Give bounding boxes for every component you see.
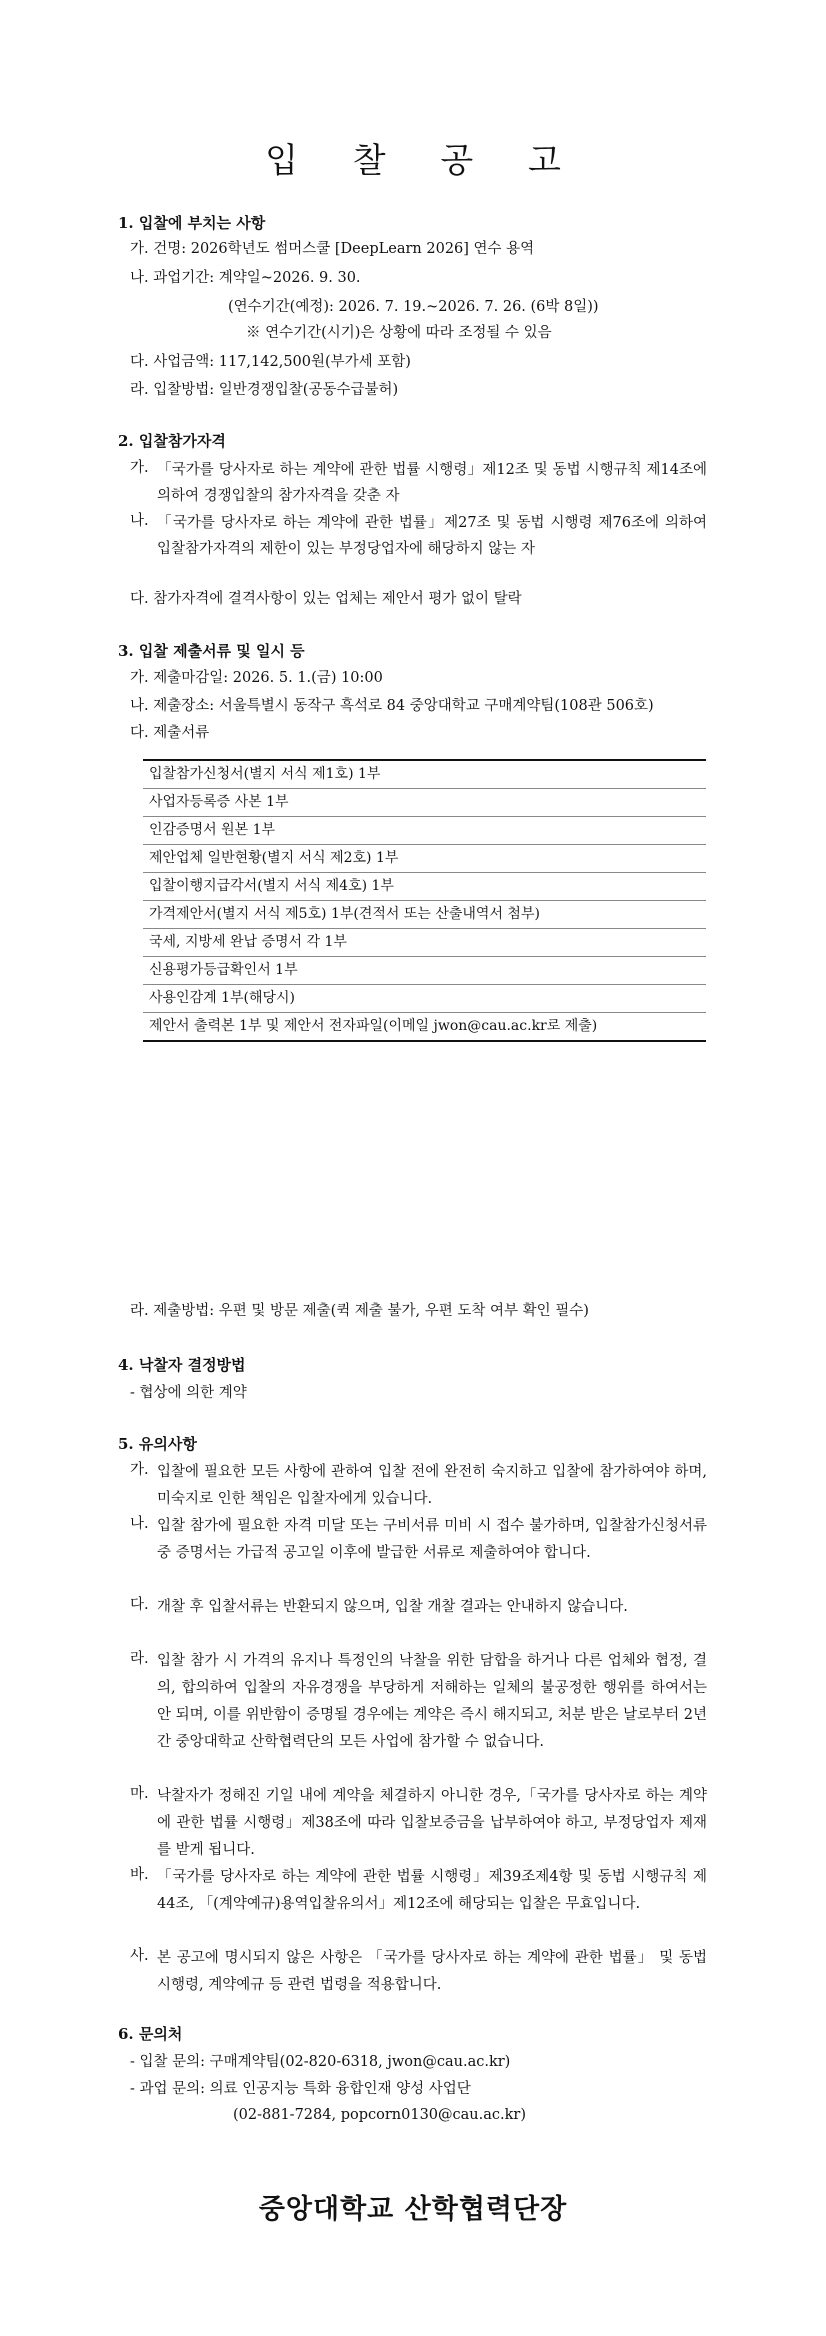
s6-task-contact-detail: (02-881-7284, popcorn0130@cau.ac.kr) [233,2107,526,2123]
s5-label-f: 바. [130,1867,149,1883]
s5-item-a: 입찰에 필요한 모든 사항에 관하여 입찰 전에 완전히 숙지하고 입찰에 참가하여야 하며, 미숙지로 인한 책임은 입찰자에게 있습니다. [157,1464,707,1507]
table-row [143,1013,706,1042]
table-row [143,817,706,845]
table-row [143,929,706,957]
s3-item-a: 가. 제출마감일: 2026. 5. 1.(금) 10:00 [130,670,383,686]
s1-item-b: 나. 과업기간: 계약일~2026. 9. 30. [130,270,361,286]
s1-item-b-period: (연수기간(예정): 2026. 7. 19.~2026. 7. 26. (6박 8일)) [228,299,599,315]
section-4-heading: 4. 낙찰자 결정방법 [118,1356,246,1374]
document-cell: 제안업체 일반현황(별지 서식 제2호) 1부 [143,845,706,873]
document-cell: 신용평가등급확인서 1부 [143,957,706,985]
s5-label-a: 가. [130,1462,149,1478]
s6-task-contact: - 과업 문의: 의료 인공지능 특화 융합인재 양성 사업단 [130,2081,471,2097]
s2-label-b: 나. [130,513,149,529]
s5-item-g: 본 공고에 명시되지 않은 사항은 「국가를 당사자로 하는 계약에 관한 법률」 및 동법 시행령, 계약예규 등 관련 법령을 적용합니다. [157,1950,707,1993]
s2-item-c: 다. 참가자격에 결격사항이 있는 업체는 제안서 평가 없이 탈락 [130,591,522,607]
s1-item-d: 라. 입찰방법: 일반경쟁입찰(공동수급불허) [130,382,399,398]
s5-item-d: 입찰 참가 시 가격의 유지나 특정인의 낙찰을 위한 담합을 하거나 다른 업체와 협정, 결의, 합의하여 입찰의 자유경쟁을 부당하게 저해하는 일체의 불공정한 행위를 하여서는 안 되며, 이를 위반함이 증명될 경우에는 계약은 즉시 해지되고, 처분 받은 날로부터 2년간 중앙대학교 산학협력단의 모든 사업에 참가할 수 없습니다. [157,1653,707,1750]
s1-item-c: 다. 사업금액: 117,142,500원(부가세 포함) [130,354,411,370]
s4-item-a: - 협상에 의한 계약 [130,1385,247,1401]
page-title: 입 찰 공 고 [265,141,583,181]
documents-table [143,759,706,1042]
s5-label-d: 라. [130,1651,149,1667]
s2-item-a: 「국가를 당사자로 하는 계약에 관한 법률 시행령」제12조 및 동법 시행규칙 제14조에 의하여 경쟁입찰의 참가자격을 갖춘 자 [157,462,707,504]
s5-label-e: 마. [130,1786,149,1802]
table-row [143,789,706,817]
s5-item-e: 낙찰자가 정해진 기일 내에 계약을 체결하지 아니한 경우,「국가를 당사자로 하는 계약에 관한 법률 시행령」제38조에 따라 입찰보증금을 납부하여야 하고, 부정당업자 제재를 받게 됩니다. [157,1788,707,1858]
document-cell: 입찰참가신청서(별지 서식 제1호) 1부 [143,760,706,789]
s6-bid-contact: - 입찰 문의: 구매계약팀(02-820-6318, jwon@cau.ac.kr) [130,2054,511,2070]
s5-item-c: 개찰 후 입찰서류는 반환되지 않으며, 입찰 개찰 결과는 안내하지 않습니다. [157,1599,628,1615]
s3-item-c: 다. 제출서류 [130,725,210,741]
s1-item-a: 가. 건명: 2026학년도 썸머스쿨 [DeepLearn 2026] 연수 용역 [130,241,535,257]
s5-item-b: 입찰 참가에 필요한 자격 미달 또는 구비서류 미비 시 접수 불가하며, 입찰참가신청서류 중 증명서는 가급적 공고일 이후에 발급한 서류로 제출하여야 합니다. [157,1518,707,1561]
document-cell: 국세, 지방세 완납 증명서 각 1부 [143,929,706,957]
table-row [143,873,706,901]
s5-label-b: 나. [130,1516,149,1532]
document-cell: 사업자등록증 사본 1부 [143,789,706,817]
s3-item-b: 나. 제출장소: 서울특별시 동작구 흑석로 84 중앙대학교 구매계약팀(108관 506호) [130,698,654,714]
s5-label-g: 사. [130,1948,149,1964]
s1-item-b-note: ※ 연수기간(시기)은 상황에 따라 조정될 수 있음 [246,325,552,341]
document-cell: 사용인감계 1부(해당시) [143,985,706,1013]
document-cell: 제안서 출력본 1부 및 제안서 전자파일(이메일 jwon@cau.ac.kr로 제출) [143,1013,706,1042]
s2-item-b: 「국가를 당사자로 하는 계약에 관한 법률」제27조 및 동법 시행령 제76조에 의하여 입찰참가자격의 제한이 있는 부정당업자에 해당하지 않는 자 [157,515,707,557]
document-cell: 입찰이행지급각서(별지 서식 제4호) 1부 [143,873,706,901]
s2-label-a: 가. [130,460,149,476]
section-1-heading: 1. 입찰에 부치는 사항 [118,214,266,232]
section-3-heading: 3. 입찰 제출서류 및 일시 등 [118,642,305,660]
table-row [143,985,706,1013]
table-row [143,901,706,929]
s5-label-c: 다. [130,1597,149,1613]
section-5-heading: 5. 유의사항 [118,1435,197,1453]
s3-item-d: 라. 제출방법: 우편 및 방문 제출(퀵 제출 불가, 우편 도착 여부 확인 필수) [130,1303,589,1319]
section-6-heading: 6. 문의처 [118,2025,183,2043]
section-2-heading: 2. 입찰참가자격 [118,432,226,450]
issuer-signature: 중앙대학교 산학협력단장 [258,2194,568,2225]
table-row [143,957,706,985]
s5-item-f: 「국가를 당사자로 하는 계약에 관한 법률 시행령」제39조제4항 및 동법 시행규칙 제44조, 「(계약예규)용역입찰유의서」제12조에 해당되는 입찰은 무효입니다. [157,1869,707,1912]
document-cell: 인감증명서 원본 1부 [143,817,706,845]
table-row [143,845,706,873]
document-cell: 가격제안서(별지 서식 제5호) 1부(견적서 또는 산출내역서 첨부) [143,901,706,929]
table-row [143,760,706,789]
